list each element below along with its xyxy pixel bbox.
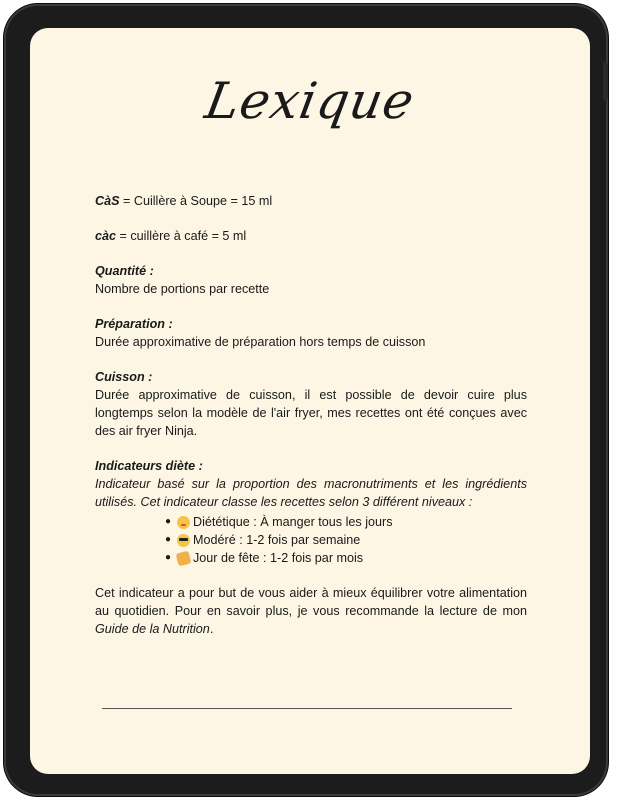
entry-term: Préparation : <box>95 317 173 331</box>
entry-cac <box>95 227 527 245</box>
entry-term: Cuisson : <box>95 370 153 384</box>
list-item <box>165 549 527 567</box>
page-title: Lexique <box>200 72 420 130</box>
book-title: Guide de la Nutrition <box>95 622 210 636</box>
level-label: Modéré : 1-2 fois par semaine <box>193 533 361 547</box>
party-icon <box>176 550 192 566</box>
closing-end: . <box>209 622 214 636</box>
tablet-frame <box>4 4 608 796</box>
level-label: Diététique : À manger tous les jours <box>193 515 393 529</box>
entry-indicateurs <box>95 457 527 567</box>
entry-quantite <box>95 262 527 298</box>
sunglasses-face-icon <box>177 534 190 547</box>
entry-definition: Indicateur basé sur la proportion des macronutriments et les ingrédients utilisés. Cet indicateur classe les recettes selon 3 différent niveaux : <box>95 477 527 509</box>
level-label: Jour de fête : 1-2 fois par mois <box>193 551 364 565</box>
entry-definition: = cuillère à café = 5 ml <box>116 229 247 243</box>
closing-text: Cet indicateur a pour but de vous aider à mieux équilibrer votre alimentation au quotidien. Pour en savoir plus, je vous recommande la lecture de mon <box>95 586 527 618</box>
tablet-side-button <box>603 62 608 100</box>
list-item <box>165 531 527 549</box>
bullet: ● <box>165 552 172 563</box>
closing-paragraph <box>95 584 527 638</box>
entry-term: càc <box>95 229 117 243</box>
entry-term: CàS <box>95 194 120 208</box>
entry-term: Indicateurs diète : <box>95 459 203 473</box>
divider <box>102 708 512 709</box>
list-item <box>165 513 527 531</box>
yum-face-icon <box>177 516 190 529</box>
entry-cuisson <box>95 368 527 440</box>
entry-definition: Durée approximative de cuisson, il est possible de devoir cuire plus longtemps selon la modèle de l'air fryer, mes recettes ont été conçues avec des air fryer Ninja. <box>95 388 527 438</box>
entry-definition: Durée approximative de préparation hors temps de cuisson <box>95 335 426 349</box>
entry-definition: = Cuillère à Soupe = 15 ml <box>119 194 273 208</box>
bullet: ● <box>165 516 172 527</box>
entry-cas <box>95 192 527 210</box>
entry-term: Quantité : <box>95 264 154 278</box>
lexicon-content <box>95 192 527 655</box>
entry-preparation <box>95 315 527 351</box>
tablet-screen <box>30 28 590 774</box>
diet-levels-list <box>95 513 527 567</box>
entry-definition: Nombre de portions par recette <box>95 282 270 296</box>
bullet: ● <box>165 534 172 545</box>
